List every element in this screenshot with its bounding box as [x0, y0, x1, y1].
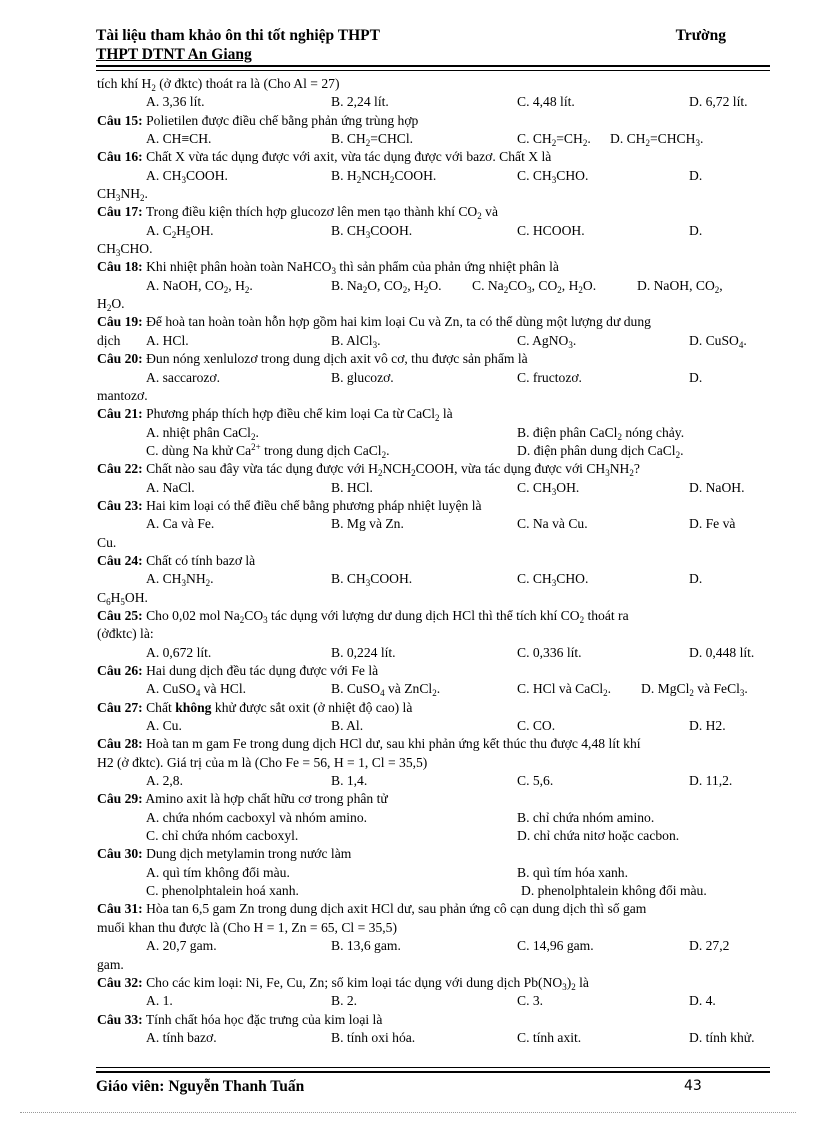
option-a: A. Ca và Fe. — [146, 516, 215, 532]
question-17 — [97, 203, 767, 221]
option-d-continued: $C_6H_5OH$. — [97, 589, 148, 607]
option-b: B. điện phân CaCl$_2$ nóng chảy. — [517, 424, 685, 442]
option-c: C. $CH_3CHO$. — [517, 167, 589, 185]
option-a: A. nhiệt phân CaCl$_2$. — [146, 424, 259, 442]
question-text: Khi nhiệt phân hoàn toàn NaHCO$_3$ thì sản phẩm của phản ứng nhiệt phân là — [146, 259, 559, 277]
footer-teacher: Giáo viên: Nguyễn Thanh Tuấn — [96, 1078, 305, 1095]
option-a: A. chứa nhóm cacboxyl và nhóm amino. — [146, 809, 368, 825]
option-d: D. MgCl$_2$ và FeCl$_3$. — [641, 681, 748, 699]
option-d: D. tính khử. — [689, 1029, 755, 1045]
option-d: D. — [689, 369, 703, 385]
question-label: Câu 30: — [97, 846, 143, 862]
question-emphasis: không — [175, 699, 212, 715]
question-label: Câu 16: — [97, 149, 143, 165]
question-label: Câu 15: — [97, 112, 143, 128]
question-text-continued: (ởđktc) là: — [97, 626, 154, 642]
header-rule-thin — [96, 70, 770, 71]
question-23 — [97, 497, 767, 515]
option-c: C. $CH_3CHO$. — [517, 571, 589, 589]
question-label: Câu 28: — [97, 736, 143, 752]
option-d-continued: Cu. — [97, 534, 117, 550]
question-text: Hai dung dịch đều tác dụng được với Fe là — [146, 663, 379, 678]
option-a: A. 2,8. — [146, 773, 184, 789]
option-c: C. dùng Na khử $Ca^{2+}$ trong dung dịch CaCl$_2$. — [146, 441, 390, 460]
question-label: Câu 27: — [97, 699, 143, 715]
option-b: B. 13,6 gam. — [331, 938, 401, 954]
question-text: Dung dịch metylamin trong nước làm — [146, 846, 352, 862]
option-b: B. $CH_2=CHCl$. — [331, 131, 414, 149]
option-d-continued: mantozơ. — [97, 387, 148, 403]
question-33 — [97, 1011, 767, 1029]
question-text: Hòa tan 6,5 gam Zn trong dung dịch axit HCl dư, sau phản ứng cô cạn dung dịch thì số gam — [146, 901, 647, 917]
question-16 — [97, 148, 767, 166]
question-31 — [97, 900, 767, 918]
question-label: Câu 22: — [97, 461, 143, 477]
question-15 — [97, 112, 767, 130]
question-27 — [97, 699, 767, 717]
option-c: C. 14,96 gam. — [517, 938, 594, 954]
option-c: C. chỉ chứa nhóm cacboxyl. — [146, 828, 299, 844]
question-label: Câu 32: — [97, 974, 143, 990]
option-c: C. HCl và CaCl$_2$. — [517, 681, 612, 699]
question-label: Câu 18: — [97, 259, 143, 275]
question-text: Để hoà tan hoàn toàn hỗn hợp gồm hai kim loại Cu và Zn, ta có thể dùng một lượng dư dung — [146, 314, 651, 330]
question-29 — [97, 790, 767, 808]
option-d: D. $CH_2=CHCH_3$. — [610, 131, 704, 149]
question-text: Chất có tính bazơ là — [146, 552, 256, 568]
question-label: Câu 29: — [97, 791, 143, 807]
option-a: A. HCl. — [146, 332, 189, 348]
option-c: C. fructozơ. — [517, 369, 582, 385]
option-c: C. $Na_2CO_3$, $CO_2$, $H_2O$. — [472, 277, 597, 295]
option-b: B. glucozơ. — [331, 369, 394, 385]
question-text: Chất nào sau đây vừa tác dụng được với $H_2NCH_2COOH$, vừa tác dụng được với $CH_3NH_2$? — [146, 461, 640, 479]
option-c: C. 3. — [517, 993, 544, 1009]
option-d: D. 4. — [689, 993, 716, 1009]
option-b: B. $CH_3COOH$. — [331, 571, 413, 589]
option-b: B. tính oxi hóa. — [331, 1029, 416, 1045]
option-d: D. 11,2. — [689, 773, 733, 789]
page-number: 43 — [684, 1078, 702, 1094]
option-d: D. chỉ chứa nitơ hoặc cacbon. — [517, 828, 680, 844]
option-d: D. phenolphtalein không đổi màu. — [521, 883, 707, 899]
question-text: Chất X vừa tác dụng được với axit, vừa tác dụng được với bazơ. Chất X là — [146, 149, 552, 165]
option-a: A. $C_2H_5OH$. — [146, 222, 214, 240]
option-a: A. 20,7 gam. — [146, 938, 217, 954]
question-21 — [97, 405, 767, 423]
option-d: D. NaOH. — [689, 479, 745, 495]
question-label: Câu 25: — [97, 607, 143, 623]
option-d: D. NaOH, $CO_2$, — [637, 277, 723, 295]
question-text: khử được sắt oxit (ở nhiệt độ cao) là — [214, 699, 413, 715]
question-text: Phương pháp thích hợp điều chế kim loại Ca từ CaCl$_2$ là — [146, 406, 453, 424]
option-c: C. CO. — [517, 718, 556, 734]
option-a: A. saccarozơ. — [146, 369, 220, 385]
option-a: A. $CH_3NH_2$. — [146, 571, 214, 589]
option-b: B. chỉ chứa nhóm amino. — [517, 809, 655, 825]
option-a: A. CuSO$_4$ và HCl. — [146, 681, 247, 699]
option-d: D. CuSO$_4$. — [689, 332, 747, 350]
option-c: C. AgNO$_3$. — [517, 332, 577, 350]
option-d: D. — [689, 167, 703, 183]
option-c: C. HCOOH. — [517, 222, 585, 238]
question-text: Tính chất hóa học đặc trưng của kim loại là — [145, 1011, 383, 1027]
option-c: C. $CH_3OH$. — [517, 479, 580, 497]
option-d-continued: $CH_3CHO$. — [97, 241, 153, 259]
option-b: B. 2. — [331, 993, 358, 1009]
question-label: Câu 19: — [97, 314, 143, 330]
option-c: C. tính axit. — [517, 1029, 582, 1045]
option-a: A. quì tím không đổi màu. — [146, 864, 290, 880]
question-text: Chất — [146, 699, 172, 715]
option-b: B. HCl. — [331, 479, 373, 495]
option-d: D. 6,72 lít. — [689, 94, 748, 110]
question-20 — [97, 350, 767, 368]
option-a: A. $CH_3COOH$. — [146, 167, 228, 185]
option-a: A. 3,36 lít. — [146, 94, 205, 110]
header-rule — [96, 65, 770, 67]
question-label: Câu 20: — [97, 351, 143, 367]
option-b: B. CuSO$_4$ và ZnCl$_2$. — [331, 681, 441, 699]
option-b: B. 2,24 lít. — [331, 94, 389, 110]
question-text-continued: H2 (ở đktc). Giá trị của m là (Cho Fe = 56, H = 1, Cl = 35,5) — [97, 754, 428, 770]
option-d: D. điện phân dung dịch CaCl$_2$. — [517, 442, 684, 460]
option-b: B. quì tím hóa xanh. — [517, 864, 629, 880]
header-school-name: THPT DTNT An Giang — [96, 46, 252, 63]
question-30 — [97, 845, 767, 863]
option-d-continued: $CH_3NH_2$. — [97, 186, 148, 204]
option-a: A. NaCl. — [146, 479, 195, 495]
option-c: C. 4,48 lít. — [517, 94, 575, 110]
option-a: A. Cu. — [146, 718, 182, 734]
question-label: Câu 21: — [97, 406, 143, 422]
question-text: Hoà tan m gam Fe trong dung dịch HCl dư, sau khi phản ứng kết thúc thu được 4,48 lít khí — [146, 736, 641, 752]
page-edge-divider — [20, 1112, 796, 1113]
option-b: B. $Na_2O$, $CO_2$, $H_2O$. — [331, 277, 442, 295]
option-d-continued: gam. — [97, 956, 124, 972]
option-b: B. Mg và Zn. — [331, 516, 404, 532]
question-26 — [97, 662, 767, 680]
header-school-label: Trường — [675, 27, 726, 44]
option-a: A. CH≡CH. — [146, 131, 212, 147]
question-text-continued: muối khan thu được là (Cho H = 1, Zn = 65, Cl = 35,5) — [97, 919, 397, 935]
question-text: Cho các kim loại: Ni, Fe, Cu, Zn; số kim loại tác dụng với dung dịch $Pb(NO_3)_2$ là — [146, 974, 589, 992]
option-d: D. 0,448 lít. — [689, 644, 755, 660]
question-label: Câu 26: — [97, 663, 143, 678]
option-b: B. $H_2NCH_2COOH$. — [331, 167, 437, 185]
option-a: A. 0,672 lít. — [146, 644, 212, 660]
question-list — [97, 75, 767, 1047]
question-text-continued: dịch — [97, 332, 121, 348]
option-a: A. 1. — [146, 993, 173, 1009]
question-18 — [97, 258, 767, 276]
option-d: D. — [689, 222, 703, 238]
question-label: Câu 23: — [97, 497, 143, 513]
question-text: Trong điều kiện thích hợp glucozơ lên men tạo thành khí $CO_2$ và — [145, 204, 498, 222]
option-b: B. 0,224 lít. — [331, 644, 396, 660]
option-d: D. — [689, 571, 703, 587]
option-b: B. $CH_3COOH$. — [331, 222, 413, 240]
option-d: D. 27,2 — [689, 938, 730, 954]
question-label: Câu 24: — [97, 552, 143, 568]
option-a: A. tính bazơ. — [146, 1029, 217, 1045]
question-22 — [97, 460, 767, 478]
option-b: B. 1,4. — [331, 773, 368, 789]
footer-rule-thin — [96, 1067, 770, 1068]
page-header — [96, 26, 770, 64]
question-label: Câu 31: — [97, 901, 143, 917]
question-text: Polietilen được điều chế bằng phản ứng trùng hợp — [146, 112, 419, 128]
question-label: Câu 17: — [97, 204, 143, 220]
question-text: Hai kim loại có thể điều chế bằng phương pháp nhiệt luyện là — [146, 497, 482, 513]
option-d-continued: $H_2O$. — [97, 296, 125, 314]
question-19 — [97, 313, 767, 331]
option-c: C. Na và Cu. — [517, 516, 588, 532]
option-d: D. Fe và — [689, 516, 736, 532]
question-32 — [97, 974, 767, 992]
header-title: Tài liệu tham khảo ôn thi tốt nghiệp THPT — [96, 27, 380, 44]
footer-rule — [96, 1071, 770, 1073]
option-a: A. NaOH, $CO_2$, $H_2$. — [146, 277, 253, 295]
question-label: Câu 33: — [97, 1011, 143, 1027]
question-28 — [97, 735, 767, 753]
option-c: C. phenolphtalein hoá xanh. — [146, 883, 299, 899]
option-c: C. 0,336 lít. — [517, 644, 582, 660]
option-b: B. AlCl$_3$. — [331, 332, 381, 350]
option-c: C. $CH_2=CH_2$. — [517, 131, 591, 149]
option-c: C. 5,6. — [517, 773, 554, 789]
option-b: B. Al. — [331, 718, 364, 734]
question-text: Đun nóng xenlulozơ trong dung dịch axit vô cơ, thu được sản phẩm là — [146, 351, 528, 367]
page-footer — [96, 1078, 770, 1096]
question-text: tích khí $H_2$ (ở đktc) thoát ra là (Cho Al = 27) — [97, 76, 340, 93]
question-24 — [97, 552, 767, 570]
question-text: Amino axit là hợp chất hữu cơ trong phân tử — [145, 791, 388, 807]
option-d: D. H2. — [689, 718, 726, 734]
question-25 — [97, 607, 767, 625]
question-text: Cho 0,02 mol $Na_2CO_3$ tác dụng với lượng dư dung dịch HCl thì thể tích khí $CO_2$ thoát ra — [146, 607, 629, 625]
